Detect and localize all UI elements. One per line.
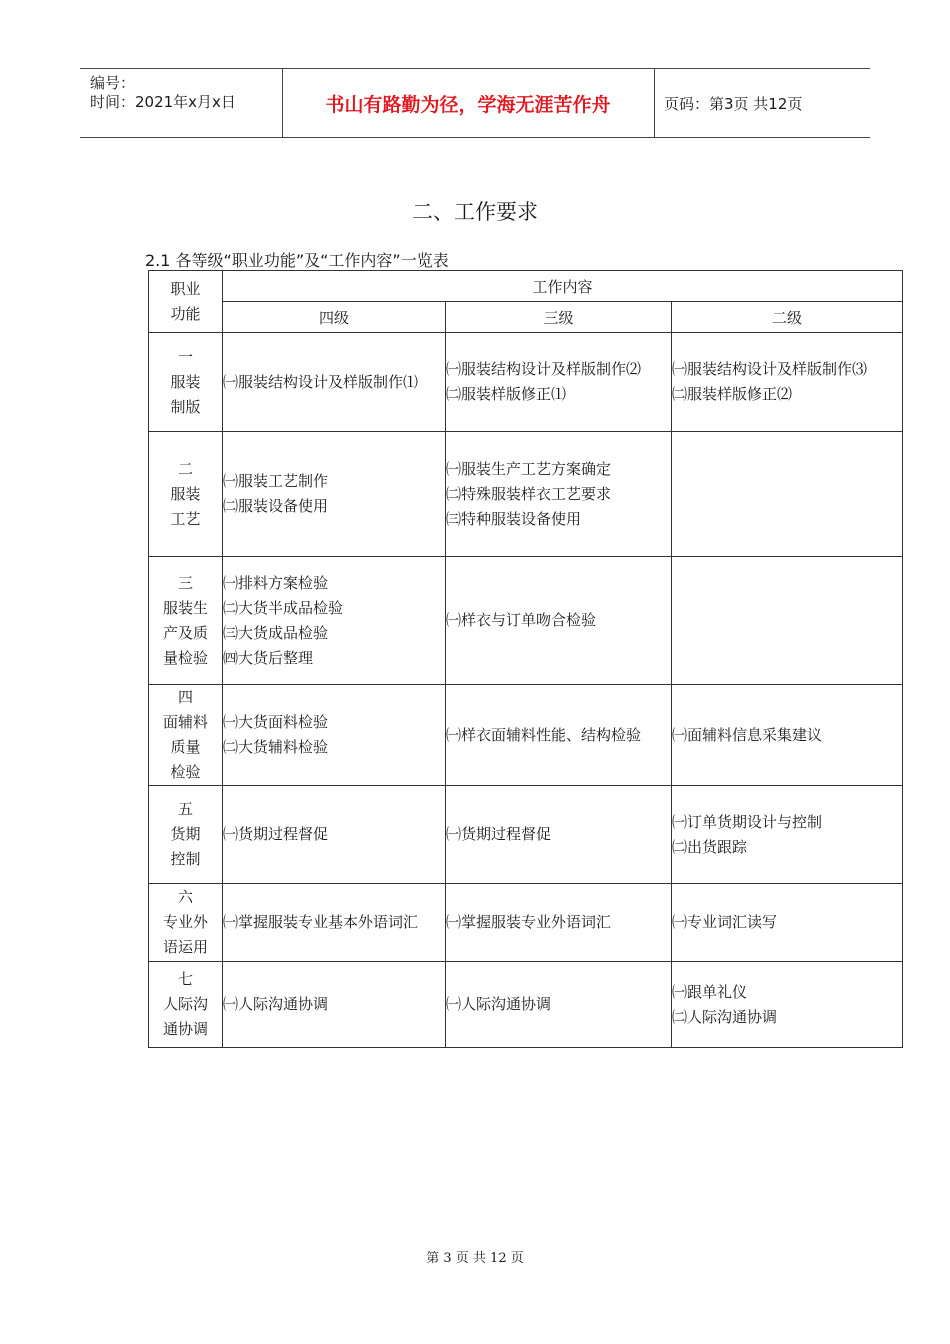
header-level-2: 二级 — [672, 302, 903, 333]
content-cell — [446, 884, 672, 962]
content-cell — [446, 685, 672, 786]
function-line: 服装生 — [162, 598, 208, 617]
content-cell — [446, 557, 672, 685]
content-item: ㈡服装样版修正⑵ — [672, 385, 793, 403]
content-item: ㈠货期过程督促 — [446, 825, 552, 843]
function-line: 七 — [177, 970, 193, 988]
header-page-info: 页码：第3页 共12页 — [664, 94, 803, 113]
content-item: ㈡服装设备使用 — [223, 497, 329, 515]
function-line: 货期 — [170, 825, 201, 843]
content-item: ㈠货期过程督促 — [223, 825, 329, 843]
header-meta — [80, 69, 283, 137]
table-caption: 2.1 各等级“职业功能”及“工作内容”一览表 — [145, 251, 449, 270]
content-item: ㈡出货跟踪 — [672, 837, 748, 856]
content-item: ㈠面辅料信息采集建议 — [672, 725, 823, 744]
content-item: ㈡大货辅料检验 — [223, 738, 329, 756]
function-cell — [149, 557, 223, 685]
function-line: 服装 — [170, 484, 201, 503]
header-motto: 书山有路勤为径，学海无涯苦作舟 — [282, 69, 655, 137]
function-line: 人际沟 — [162, 995, 208, 1013]
content-cell — [672, 333, 903, 432]
content-item: ㈠服装生产工艺方案确定 — [446, 459, 612, 478]
content-item: ㈠样衣与订单吻合检验 — [446, 611, 597, 629]
content-cell — [223, 786, 446, 884]
function-cell — [149, 884, 223, 962]
content-item: ㈡服装样版修正⑴ — [446, 385, 567, 403]
content-item: ㈠服装结构设计及样版制作⑵ — [446, 360, 642, 378]
content-item: ㈢特种服装设备使用 — [446, 509, 582, 528]
header-func-line: 职业 — [170, 279, 201, 298]
function-line: 语运用 — [162, 938, 208, 956]
content-item: ㈠订单货期设计与控制 — [672, 812, 823, 831]
content-item: ㈠排料方案检验 — [223, 573, 329, 592]
document-number-label: 编号： — [90, 74, 136, 92]
function-line: 服装 — [170, 372, 201, 391]
content-item: ㈡特殊服装样衣工艺要求 — [446, 484, 612, 503]
header-func-line: 功能 — [170, 304, 201, 323]
content-item: ㈠专业词汇读写 — [672, 913, 778, 931]
function-line: 量检验 — [162, 648, 208, 667]
function-cell — [149, 432, 223, 557]
content-item: ㈠样衣面辅料性能、结构检验 — [446, 725, 642, 744]
content-cell — [672, 432, 903, 557]
content-item: ㈣大货后整理 — [223, 648, 314, 667]
table-row — [149, 557, 903, 685]
table-row — [149, 884, 903, 962]
table-row — [149, 962, 903, 1048]
content-cell — [446, 333, 672, 432]
function-line: 工艺 — [170, 509, 201, 528]
content-cell — [672, 884, 903, 962]
function-line: 三 — [177, 573, 193, 592]
content-item: ㈢大货成品检验 — [223, 623, 329, 642]
function-line: 四 — [177, 688, 193, 706]
function-line: 六 — [177, 888, 193, 906]
function-line: 二 — [177, 459, 193, 478]
document-date: 时间：2021年x月x日 — [90, 93, 236, 111]
function-line: 制版 — [170, 397, 201, 416]
function-line: 专业外 — [162, 913, 208, 931]
content-cell — [223, 962, 446, 1048]
function-cell — [149, 786, 223, 884]
table-row — [149, 685, 903, 786]
work-requirements-table — [148, 270, 903, 1048]
content-item: ㈠大货面料检验 — [223, 713, 329, 731]
page-footer: 第 3 页 共 12 页 — [426, 1251, 524, 1266]
header-work-content: 工作内容 — [223, 271, 903, 302]
content-item: ㈠掌握服装专业基本外语词汇 — [223, 913, 419, 931]
content-item: ㈠服装结构设计及样版制作⑴ — [223, 372, 419, 391]
content-cell — [672, 786, 903, 884]
function-line: 控制 — [170, 850, 201, 868]
function-cell — [149, 685, 223, 786]
function-line: 五 — [177, 800, 193, 818]
function-line: 产及质 — [162, 623, 208, 642]
function-cell — [149, 333, 223, 432]
table-row — [149, 333, 903, 432]
content-item: ㈠服装工艺制作 — [223, 472, 329, 490]
content-cell — [672, 557, 903, 685]
content-item: ㈡人际沟通协调 — [672, 1007, 778, 1026]
header-level-4: 四级 — [223, 302, 446, 333]
content-cell — [672, 962, 903, 1048]
content-cell — [223, 432, 446, 557]
content-cell — [223, 884, 446, 962]
content-cell — [446, 786, 672, 884]
content-item: ㈠跟单礼仪 — [672, 982, 748, 1001]
content-item: ㈠人际沟通协调 — [446, 995, 552, 1013]
function-cell — [149, 962, 223, 1048]
content-item: ㈠人际沟通协调 — [223, 995, 329, 1013]
content-cell — [446, 432, 672, 557]
function-line: 检验 — [170, 763, 201, 781]
header-level-3: 三级 — [446, 302, 672, 333]
function-line: 质量 — [170, 738, 201, 756]
content-cell — [223, 333, 446, 432]
section-title: 二、工作要求 — [412, 200, 538, 224]
header-func-cell — [149, 271, 223, 333]
content-cell — [446, 962, 672, 1048]
table-row — [149, 786, 903, 884]
content-item: ㈠掌握服装专业外语词汇 — [446, 913, 612, 931]
function-line: 面辅料 — [162, 713, 208, 731]
page-header — [80, 68, 870, 138]
content-cell — [223, 557, 446, 685]
content-item: ㈡大货半成品检验 — [223, 598, 344, 617]
content-cell — [223, 685, 446, 786]
content-cell — [672, 685, 903, 786]
function-line: 一 — [177, 347, 193, 366]
function-line: 通协调 — [162, 1020, 208, 1038]
content-item: ㈠服装结构设计及样版制作⑶ — [672, 360, 868, 378]
table-row — [149, 432, 903, 557]
